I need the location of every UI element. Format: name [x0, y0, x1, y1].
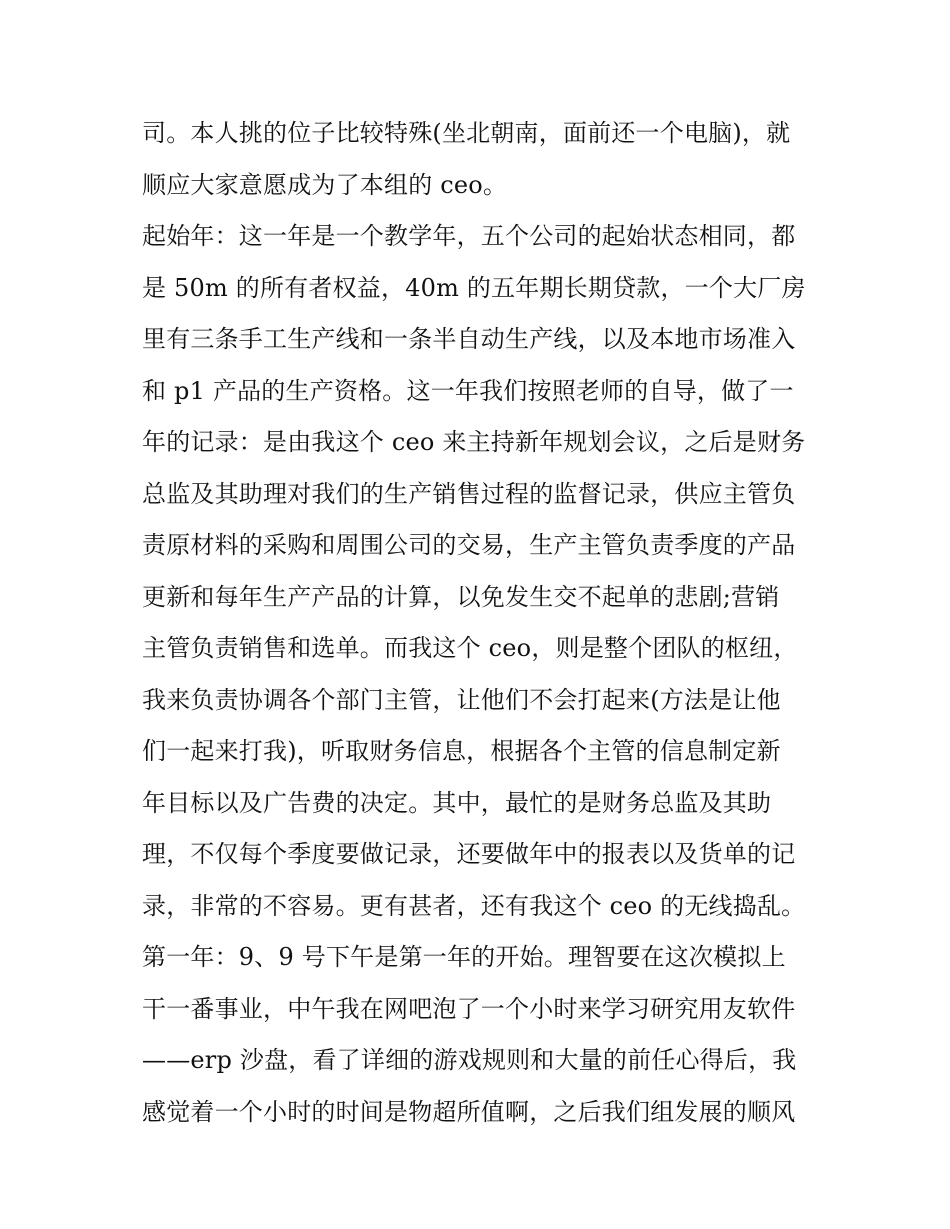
text-line: 录，非常的不容易。更有甚者，还有我这个 ceo 的无线捣乱。	[142, 891, 806, 920]
text-line: 起始年：这一年是一个教学年，五个公司的起始状态相同，都	[142, 222, 796, 250]
text-line: 干一番事业，中午我在网吧泡了一个小时来学习研究用友软件	[142, 994, 796, 1023]
text-line: 第一年：9、9 号下午是第一年的开始。理智要在这次模拟上	[142, 943, 786, 971]
text-line: 年的记录：是由我这个 ceo 来主持新年规划会议，之后是财务	[142, 428, 806, 456]
text-line: 顺应大家意愿成为了本组的 ceo。	[142, 170, 508, 199]
document-body	[142, 108, 822, 1138]
text-line: 年目标以及广告费的决定。其中，最忙的是财务总监及其助	[142, 788, 772, 817]
text-line: 和 p1 产品的生产资格。这一年我们按照老师的自导，做了一	[142, 376, 794, 405]
text-line: 里有三条手工生产线和一条半自动生产线，以及本地市场准入	[142, 325, 796, 353]
text-line: 是 50m 的所有者权益，40m 的五年期长期贷款，一个大厂房	[142, 273, 806, 302]
text-line: 们一起来打我)，听取财务信息，根据各个主管的信息制定新	[142, 737, 781, 765]
text-line: 我来负责协调各个部门主管，让他们不会打起来(方法是让他	[142, 685, 781, 714]
text-line: 理，不仅每个季度要做记录，还要做年中的报表以及货单的记	[142, 840, 796, 868]
text-line: 司。本人挑的位子比较特殊(坐北朝南，面前还一个电脑)，就	[142, 119, 791, 147]
text-line: ——erp 沙盘，看了详细的游戏规则和大量的前任心得后，我	[142, 1046, 797, 1074]
text-line: 感觉着一个小时的时间是物超所值啊，之后我们组发展的顺风	[142, 1097, 796, 1126]
text-line: 主管负责销售和选单。而我这个 ceo，则是整个团队的枢纽，	[142, 634, 798, 662]
text-line: 总监及其助理对我们的生产销售过程的监督记录，供应主管负	[142, 479, 796, 508]
text-line: 责原材料的采购和周围公司的交易，生产主管负责季度的产品	[142, 531, 796, 559]
text-line: 更新和每年生产产品的计算，以免发生交不起单的悲剧;营销	[142, 582, 780, 611]
